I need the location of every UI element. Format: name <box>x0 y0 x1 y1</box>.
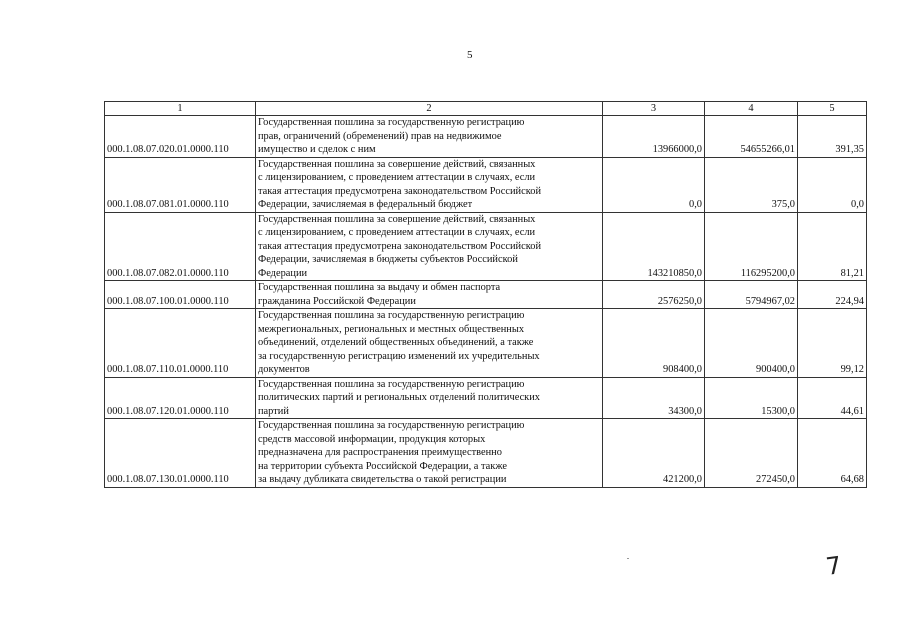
value-cell-col5: 64,68 <box>798 419 867 488</box>
column-header-3: 3 <box>603 102 705 116</box>
budget-code-cell: 000.1.08.07.100.01.0000.110 <box>105 281 256 309</box>
value-cell-col5: 44,61 <box>798 377 867 419</box>
revenue-name-line: партий <box>258 405 289 417</box>
value-cell-col4: 900400,0 <box>705 309 798 378</box>
revenue-name-cell <box>256 116 603 158</box>
revenue-name-line: такая аттестация предусмотрена законодательством Российской <box>258 185 542 197</box>
table-header-row <box>105 102 867 116</box>
revenue-name-line: Государственная пошлина за государственную регистрацию <box>258 420 525 431</box>
revenue-name-line: такая аттестация предусмотрена законодательством Российской <box>258 240 542 252</box>
revenue-name-cell <box>256 157 603 212</box>
value-cell-col3: 0,0 <box>603 157 705 212</box>
page-number: 5 <box>467 49 473 61</box>
revenue-name-line: предназначена для распространения преимущественно <box>258 447 502 458</box>
table-row <box>105 116 867 158</box>
revenue-name-line: Государственная пошлина за государственную регистрацию <box>258 310 525 321</box>
revenue-name-line: прав, ограничений (обременений) прав на недвижимое <box>258 130 502 142</box>
revenue-name-cell <box>256 309 603 378</box>
value-cell-col3: 143210850,0 <box>603 212 705 281</box>
revenue-name-line: средств массовой информации, продукция которых <box>258 433 486 445</box>
revenue-name-line: Государственная пошлина за совершение действий, связанных <box>258 158 536 170</box>
budget-code-cell: 000.1.08.07.110.01.0000.110 <box>105 309 256 378</box>
revenue-name-cell <box>256 377 603 419</box>
revenue-name-line: межрегиональных, региональных и местных общественных <box>258 323 525 335</box>
column-header-1: 1 <box>105 102 256 116</box>
revenue-name-line: с лицензированием, с проведением аттестации в случаях, если <box>258 227 536 238</box>
revenue-name-line: политических партий и региональных отделений политических <box>258 392 540 403</box>
revenue-name-cell <box>256 212 603 281</box>
table-row <box>105 419 867 488</box>
value-cell-col5: 0,0 <box>798 157 867 212</box>
column-header-5: 5 <box>798 102 867 116</box>
value-cell-col4: 375,0 <box>705 157 798 212</box>
budget-code-cell: 000.1.08.07.130.01.0000.110 <box>105 419 256 488</box>
revenue-name-line: имущество и сделок с ним <box>258 144 376 155</box>
budget-code-cell: 000.1.08.07.120.01.0000.110 <box>105 377 256 419</box>
budget-code-cell: 000.1.08.07.020.01.0000.110 <box>105 116 256 158</box>
revenue-name-line: с лицензированием, с проведением аттестации в случаях, если <box>258 172 536 183</box>
value-cell-col3: 34300,0 <box>603 377 705 419</box>
revenue-name-line: гражданина Российской Федерации <box>258 295 416 307</box>
table-row <box>105 212 867 281</box>
revenue-name-line: за выдачу дубликата свидетельства о такой регистрации <box>258 474 507 485</box>
value-cell-col4: 5794967,02 <box>705 281 798 309</box>
revenue-name-line: Федерации <box>258 267 308 279</box>
table-row <box>105 377 867 419</box>
scan-speck <box>627 558 629 559</box>
revenue-name-line: Государственная пошлина за государственную регистрацию <box>258 117 525 128</box>
table-row <box>105 157 867 212</box>
value-cell-col5: 224,94 <box>798 281 867 309</box>
value-cell-col5: 81,21 <box>798 212 867 281</box>
revenue-name-line: за государственную регистрацию изменений их учредительных <box>258 350 540 362</box>
value-cell-col3: 908400,0 <box>603 309 705 378</box>
revenue-name-line: на территории субъекта Российской Федерации, а также <box>258 460 507 472</box>
table-row <box>105 281 867 309</box>
revenue-name-line: Федерации, зачисляемая в федеральный бюджет <box>258 199 473 210</box>
budget-code-cell: 000.1.08.07.081.01.0000.110 <box>105 157 256 212</box>
value-cell-col4: 272450,0 <box>705 419 798 488</box>
column-header-4: 4 <box>705 102 798 116</box>
value-cell-col4: 15300,0 <box>705 377 798 419</box>
revenue-name-line: документов <box>258 364 310 375</box>
revenue-name-line: Государственная пошлина за совершение действий, связанных <box>258 213 536 225</box>
table-body <box>105 116 867 488</box>
revenue-name-line: Государственная пошлина за выдачу и обмен паспорта <box>258 282 501 293</box>
value-cell-col4: 54655266,01 <box>705 116 798 158</box>
value-cell-col3: 2576250,0 <box>603 281 705 309</box>
value-cell-col5: 391,35 <box>798 116 867 158</box>
revenue-name-line: Государственная пошлина за государственную регистрацию <box>258 378 525 390</box>
value-cell-col4: 116295200,0 <box>705 212 798 281</box>
value-cell-col3: 421200,0 <box>603 419 705 488</box>
column-header-2: 2 <box>256 102 603 116</box>
revenue-table <box>104 101 867 488</box>
table-row <box>105 309 867 378</box>
revenue-name-line: Федерации, зачисляемая в бюджеты субъектов Российской <box>258 254 518 265</box>
revenue-name-cell <box>256 281 603 309</box>
revenue-name-line: объединений, отделений общественных объединений, а также <box>258 337 534 348</box>
revenue-name-cell <box>256 419 603 488</box>
handwritten-page-mark: 7 <box>824 551 844 581</box>
budget-code-cell: 000.1.08.07.082.01.0000.110 <box>105 212 256 281</box>
value-cell-col3: 13966000,0 <box>603 116 705 158</box>
value-cell-col5: 99,12 <box>798 309 867 378</box>
